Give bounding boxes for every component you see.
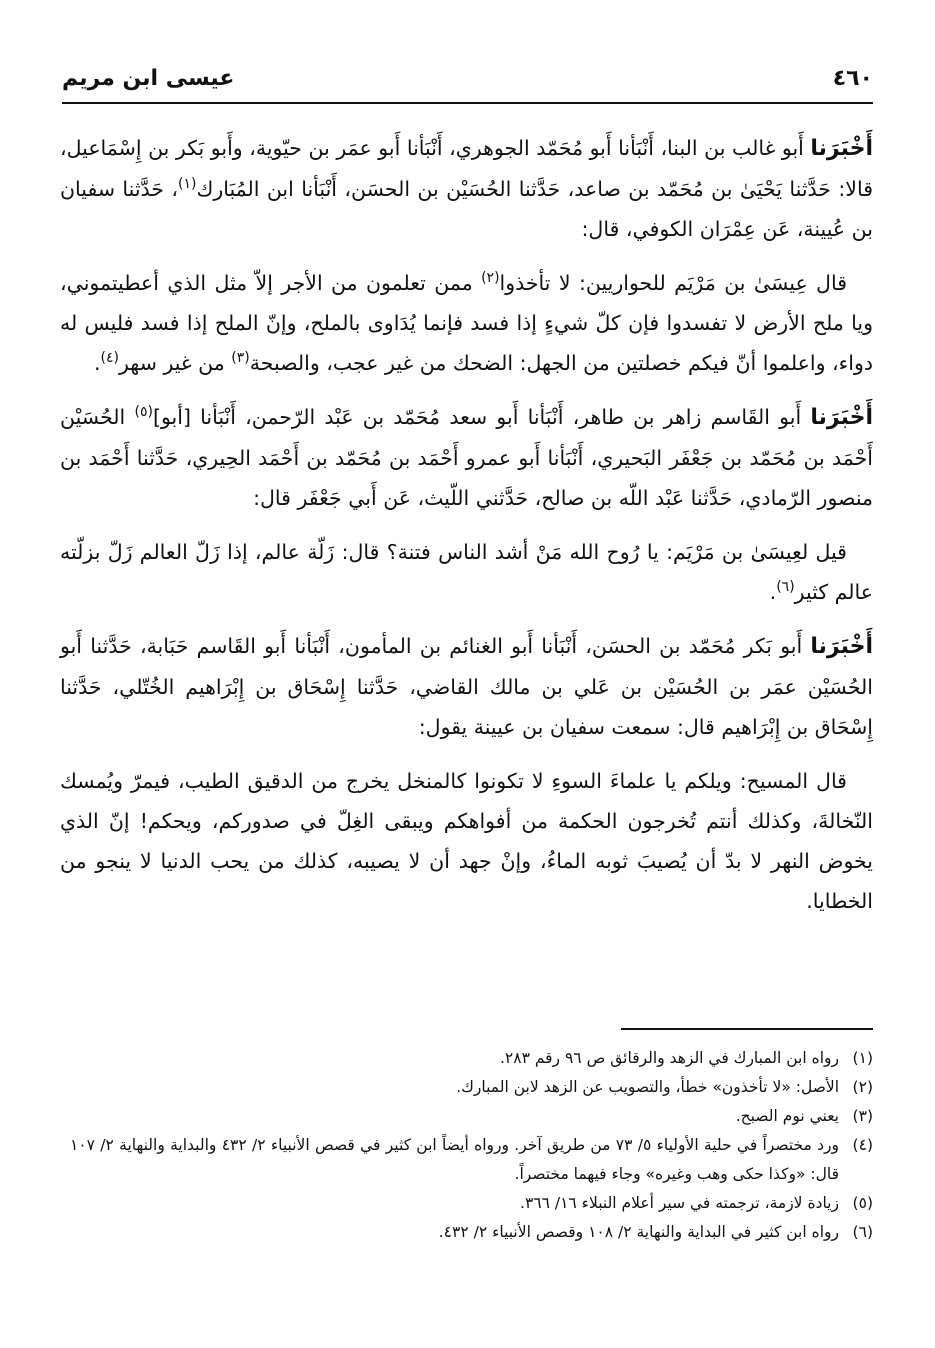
akhbarana-opener: أَخْبَرَنا (810, 136, 873, 161)
footnote-number: (٤) (852, 1136, 873, 1154)
footnote-ref-2[interactable]: (٢) (481, 270, 500, 287)
matn-paragraph-3 (60, 761, 873, 921)
footnote-text: رواه ابن المبارك في الزهد والرقائق ص ٩٦ رقم ٢٨٣. (499, 1049, 839, 1067)
footnotes (70, 1044, 873, 1247)
matn-paragraph-2 (60, 532, 873, 612)
page-header (62, 62, 873, 104)
footnote-text: ورد مختصراً في حلية الأولياء ٥/ ٧٣ من طريق آخر. ورواه أيضاً ابن كثير في قصص الأنبياء ٢/ ٤٣٢ والبداية والنهاية ٢/ ١٠٧ قال: «وكذا حكى وهب وغيره» وجاء فيهما مختصراً. (70, 1136, 839, 1183)
footnote-item (70, 1102, 873, 1131)
footnote-item (70, 1189, 873, 1218)
footnote-item (70, 1073, 873, 1102)
paragraph-text: قال المسيح: ويلكم يا علماءَ السوءِ لا تكونوا كالمنخل يخرج من الدقيق الطيب، فيمرّ ويُمسك النّخالةَ، وكذلك أنتم تُخرجون الحكمة من أفواهكم ويبقى الغِلّ في صدوركم، ويحكم! إنّ الذي يخوض النهر لا بدّ أن يُصيبَ ثوبه الماءُ، وإنْ جهد أن لا يصيبه، كذلك من يحب الدنيا لا ينجو من الخطايا. (60, 769, 873, 913)
isnad-paragraph-3 (60, 626, 873, 747)
footnote-item (70, 1044, 873, 1073)
matn-paragraph-1 (60, 263, 873, 383)
footnote-text: يعني نوم الصبح. (735, 1107, 839, 1125)
footnote-separator (621, 1028, 873, 1030)
footnote-number: (١) (852, 1049, 873, 1067)
footnote-number: (٦) (852, 1223, 873, 1241)
paragraph-text: قال عِيسَىٰ بن مَرْيَم للحواريين: لا تأخذوا (499, 271, 847, 295)
footnote-item (70, 1131, 873, 1189)
paragraph-text: ، حَدَّثنا سفيان بن عُيينة، عَن عِمْرَان الكوفي، قال: (60, 177, 873, 241)
footnote-ref-6[interactable]: (٦) (776, 579, 795, 596)
akhbarana-opener: أَخْبَرَنا (810, 405, 873, 430)
paragraph-text: أَبو غالب بن البنا، أَنْبَأنا أَبو مُحَمّد الجوهري، أَنْبَأنا أَبو عمَر بن حيّوية، وأَبو بَكر بن إِسْمَاعيل، قالا: حَدَّثنا يَحْيَىٰ بن مُحَمّد بن صاعد، حَدَّثنا الحُسَيْن بن الحسَن، أَنْبَأنا ابن المُبَارك (60, 136, 873, 201)
isnad-paragraph-1 (60, 128, 873, 249)
paragraph-text: أَبو بَكر مُحَمّد بن الحسَن، أَنْبَأنا أَبو الغنائم بن المأمون، أَنْبَأنا أَبو القَاسم حَبَابة، حَدَّثنا أَبو الحُسَيْن عمَر بن الحُسَيْن بن عَلي بن مالك القاضي، حَدَّثنا إِسْحَاق بن إِبْرَاهيم الخُتّلي، حَدَّثنا إِسْحَاق بن إِبْرَاهيم قال: سمعت سفيان بن عيينة يقول: (60, 634, 873, 739)
footnote-ref-3[interactable]: (٣) (231, 350, 250, 367)
paragraph-text: . (769, 580, 777, 604)
footnote-ref-5[interactable]: (٥) (134, 404, 153, 421)
footnote-number: (٢) (852, 1078, 873, 1096)
footnote-text: رواه ابن كثير في البداية والنهاية ٢/ ١٠٨ وقصص الأنبياء ٢/ ٤٣٢. (438, 1223, 839, 1241)
footnote-ref-4[interactable]: (٤) (100, 350, 119, 367)
footnote-text: زيادة لازمة، ترجمته في سير أعلام النبلاء ١٦/ ٣٦٦. (520, 1194, 839, 1212)
main-text (60, 128, 873, 935)
footnote-number: (٥) (852, 1194, 873, 1212)
paragraph-text: ممن تعلمون من الأجر إلاّ مثل الذي أعطيتموني، ويا ملح الأرض لا تفسدوا فإن كلّ شيءٍ إذا فسد فإنما يُدَاوى بالملح، وإنّ الملح إذا فسد فليس له دواء، واعلموا أنّ فيكم خصلتين من الجهل: الضحك من غير عجب، والصبحة (60, 271, 873, 375)
footnote-text: الأصل: «لا تأخذون» خطأ، والتصويب عن الزهد لابن المبارك. (456, 1078, 839, 1096)
isnad-paragraph-2 (60, 397, 873, 518)
paragraph-text: . (93, 351, 101, 375)
paragraph-text: من غير سهر (118, 351, 232, 375)
akhbarana-opener: أَخْبَرَنا (810, 634, 873, 659)
footnote-number: (٣) (852, 1107, 873, 1125)
footnote-ref-1[interactable]: (١) (177, 176, 197, 193)
running-title: عيسى ابن مريم (62, 66, 235, 91)
paragraph-text: الحُسَيْن أَحْمَد بن مُحَمّد بن جَعْفَر البَحيري، أَنْبَأنا أَبو عمرو أَحْمَد بن مُحَمّد بن أَحْمَد الحِيري، حَدَّثنا أَحْمَد بن منصور الرّمادي، حَدَّثنا عَبْد اللّه بن صالح، حَدَّثني اللّيث، عَن أَبي جَعْفَر قال: (60, 405, 873, 510)
paragraph-text: قيل لعِيسَىٰ بن مَرْيَم: يا رُوح الله مَنْ أشد الناس فتنة؟ قال: زَلّة عالم، إذا زَلّ العالم زَلّ بزلّته عالم كثير (60, 540, 873, 604)
footnote-item (70, 1218, 873, 1247)
paragraph-text: أَبو القَاسم زاهر بن طاهر، أَنْبَأنا أَبو سعد مُحَمّد بن عَبْد الرّحمن، أَنْبَأنا [أبو] (152, 405, 811, 429)
page-number: ٤٦٠ (832, 66, 873, 91)
